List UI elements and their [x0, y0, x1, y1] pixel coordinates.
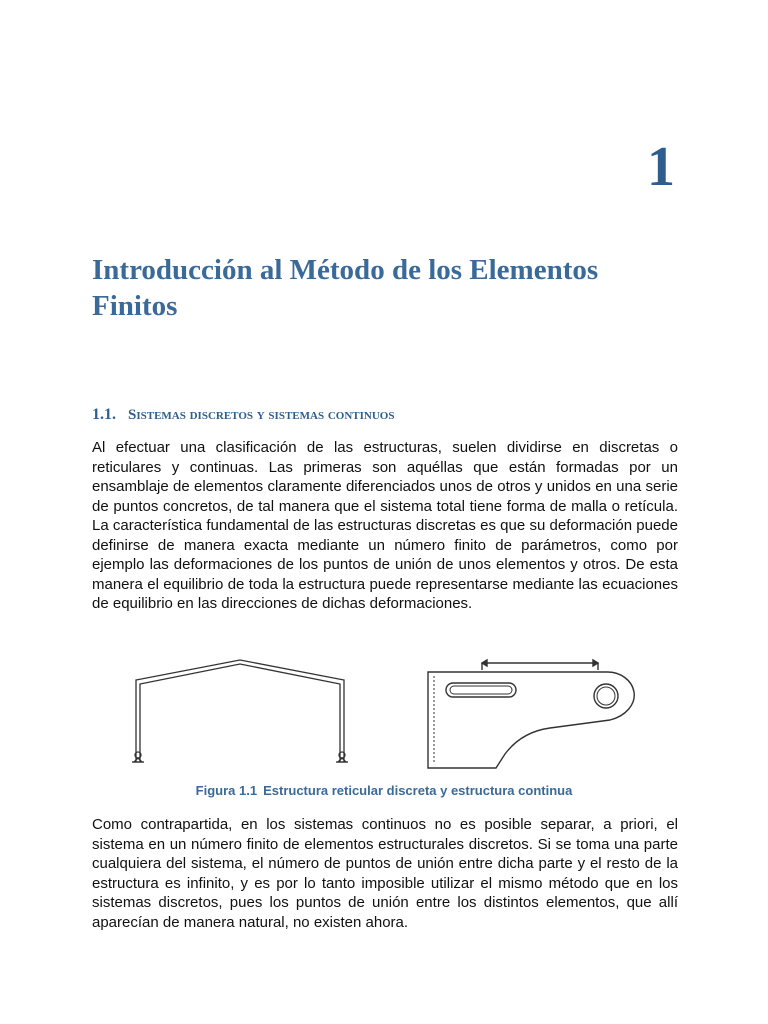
figure-caption-text: Estructura reticular discreta y estructura continua	[263, 783, 573, 798]
section-number: 1.1.	[92, 406, 116, 423]
section-title: Sistemas discretos y sistemas continuos	[128, 407, 395, 423]
figure-caption	[0, 783, 768, 799]
chapter-title: Introducción al Método de los Elementos Finitos	[92, 254, 599, 322]
discrete-frame-drawing	[120, 650, 360, 775]
continuous-plate-drawing	[420, 650, 660, 775]
paragraph-discrete: Al efectuar una clasificación de las estructuras, suelen dividirse en discretas o reticulares y continuas. Las primeras son aquéllas que están formadas por un ensamblaje de elementos claramente diferenciados unos de otros y unidos en una serie de puntos concretos, de tal manera que el sistema total tiene forma de malla o retícula. La característica fundamental de las estructuras discretas es que su deformación puede definirse de manera exacta mediante un número finito de parámetros, como por ejemplo las deformaciones de los puntos de unión de unos elementos y otros. De esta manera el equilibrio de toda la estructura puede representarse mediante las ecuaciones de equilibrio en las direcciones de dichas deformaciones.	[92, 439, 678, 612]
section-heading	[92, 406, 394, 424]
chapter-number: 1	[647, 136, 675, 198]
paragraph-continuous: Como contrapartida, en los sistemas continuos no es posible separar, a priori, el sistema en un número finito de elementos estructurales discretos. Si se toma una parte cualquiera del sistema, el número de puntos de unión entre dicha parte y el resto de la estructura es infinito, y es por lo tanto imposible utilizar el mismo método que en los sistemas discretos, pues los puntos de unión entre los distintos elementos, que allí aparecían de manera natural, no existen ahora.	[92, 816, 678, 931]
figure-label: Figura 1.1	[195, 783, 258, 798]
figure-1-1	[120, 650, 660, 775]
